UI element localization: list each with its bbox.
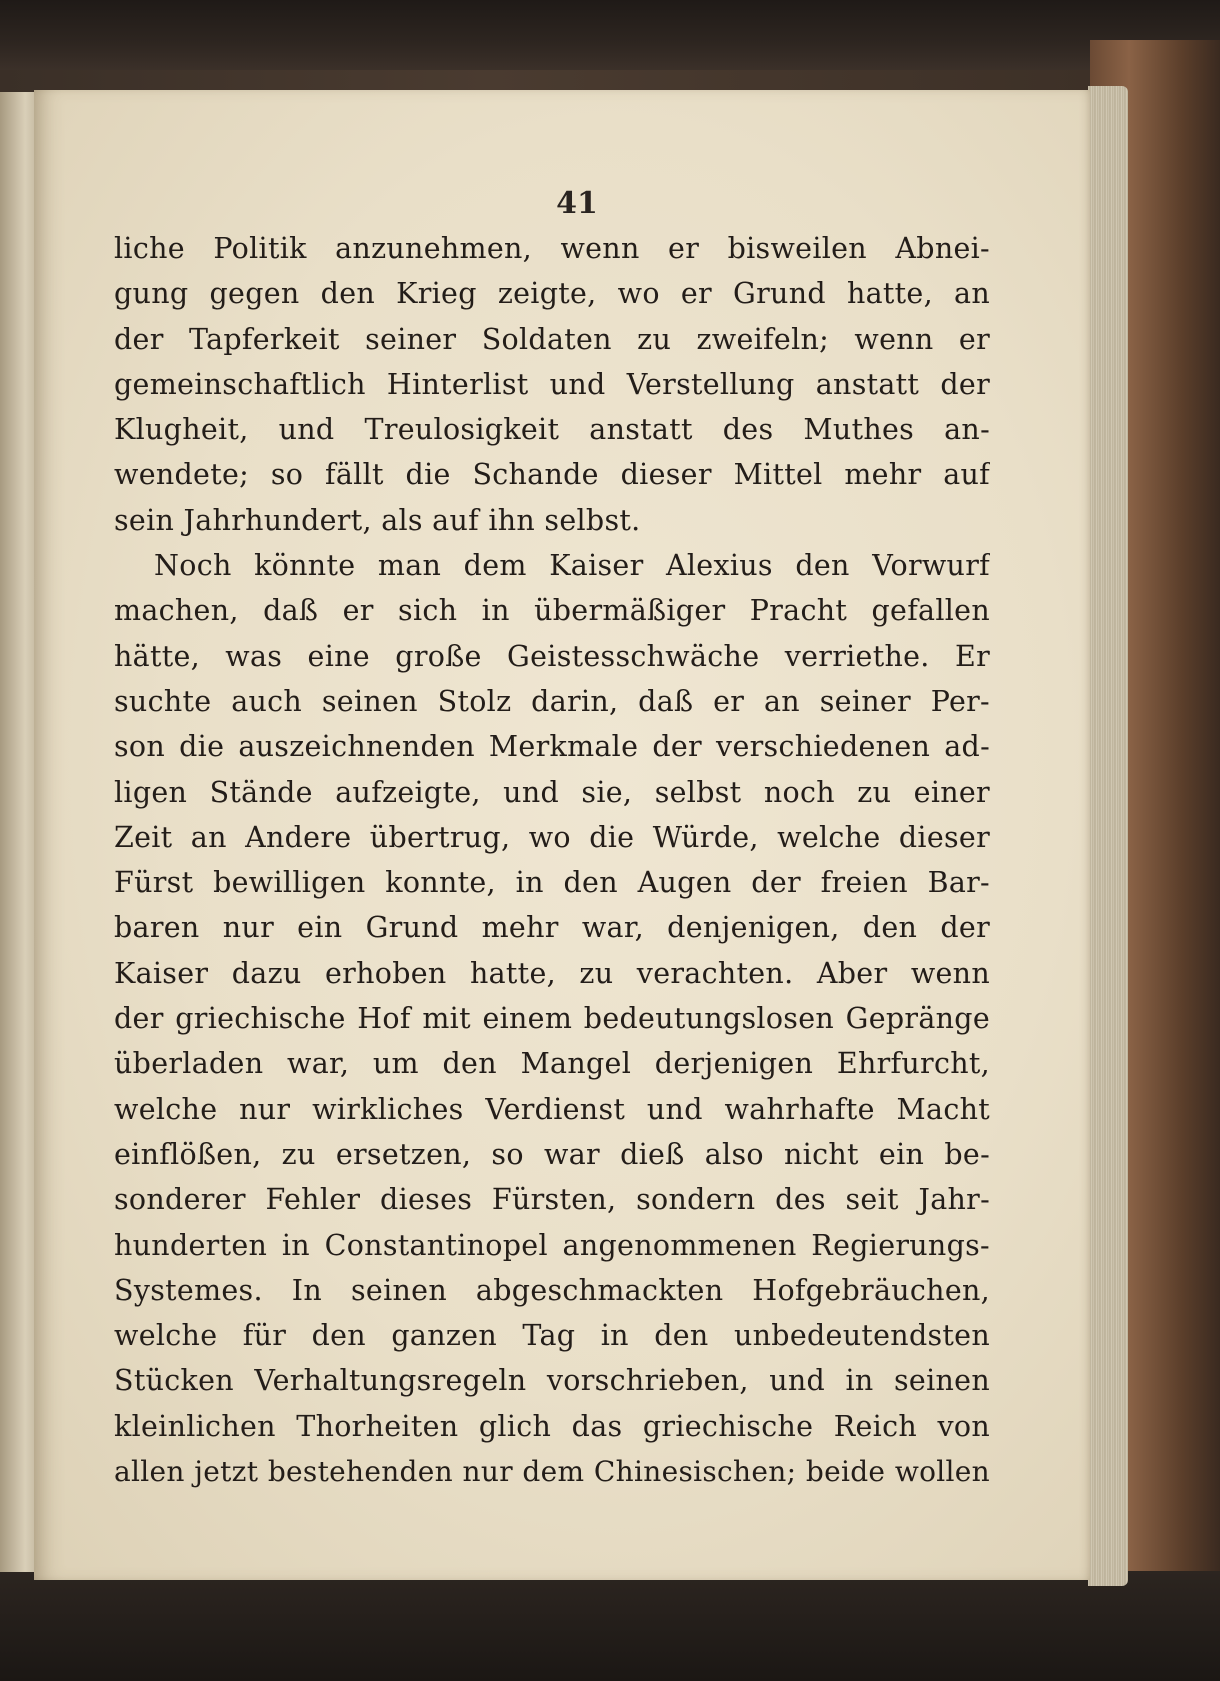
- text-line: baren nur ein Grund mehr war, denjenigen, den der: [114, 911, 990, 945]
- text-line: machen, daß er sich in übermäßiger Pracht gefallen: [114, 594, 990, 628]
- text-line: Systemes. In seinen abgeschmackten Hofgebräuchen,: [114, 1273, 990, 1307]
- text-line: hätte, was eine große Geistesschwäche verriethe. Er: [114, 639, 990, 673]
- text-line: wendete; so fällt die Schande dieser Mittel mehr auf: [114, 458, 990, 492]
- text-line: welche für den ganzen Tag in den unbedeutendsten: [114, 1319, 990, 1353]
- text-line: gemeinschaftlich Hinterlist und Verstellung anstatt der: [114, 367, 990, 401]
- page-text: [114, 226, 990, 1494]
- text-line: sonderer Fehler dieses Fürsten, sondern des seit Jahr-: [114, 1183, 990, 1217]
- text-line: hunderten in Constantinopel angenommenen Regierungs-: [114, 1228, 990, 1262]
- text-line: Zeit an Andere übertrug, wo die Würde, welche dieser: [114, 820, 990, 854]
- text-line: der Tapferkeit seiner Soldaten zu zweifeln; wenn er: [114, 322, 990, 356]
- text-line: liche Politik anzunehmen, wenn er bisweilen Abnei-: [114, 232, 990, 265]
- text-line: sein Jahrhundert, als auf ihn selbst.: [114, 503, 641, 537]
- text-line: suchte auch seinen Stolz darin, daß er an seiner Per-: [114, 684, 990, 718]
- book-page: [34, 90, 1090, 1580]
- text-line: kleinlichen Thorheiten glich das griechische Reich von: [114, 1409, 990, 1443]
- text-line: gung gegen den Krieg zeigte, wo er Grund hatte, an: [114, 277, 990, 311]
- text-line: Stücken Verhaltungsregeln vorschrieben, und in seinen: [114, 1364, 990, 1398]
- page-number: 41: [556, 186, 598, 221]
- adjacent-page-edge: [0, 92, 36, 1572]
- text-line: Noch könnte man dem Kaiser Alexius den Vorwurf: [154, 549, 990, 583]
- text-line: der griechische Hof mit einem bedeutungslosen Gepränge: [114, 1002, 990, 1036]
- text-line: ligen Stände aufzeigte, und sie, selbst noch zu einer: [114, 775, 990, 809]
- text-line: Klugheit, und Treulosigkeit anstatt des Muthes an-: [114, 413, 990, 447]
- text-line: allen jetzt bestehenden nur dem Chinesischen; beide wollen: [114, 1455, 990, 1489]
- book-cover-bottom: [0, 1571, 1220, 1681]
- text-line: überladen war, um den Mangel derjenigen Ehrfurcht,: [114, 1047, 990, 1081]
- book-cover-top: [0, 0, 1220, 70]
- page-stack-edge: [1088, 86, 1128, 1586]
- text-line: welche nur wirkliches Verdienst und wahrhafte Macht: [114, 1092, 990, 1126]
- text-line: son die auszeichnenden Merkmale der verschiedenen ad-: [114, 730, 990, 764]
- text-line: Kaiser dazu erhoben hatte, zu verachten. Aber wenn: [114, 956, 990, 990]
- text-line: einflößen, zu ersetzen, so war dieß also nicht ein be-: [114, 1137, 990, 1171]
- text-line: Fürst bewilligen konnte, in den Augen der freien Bar-: [114, 866, 990, 900]
